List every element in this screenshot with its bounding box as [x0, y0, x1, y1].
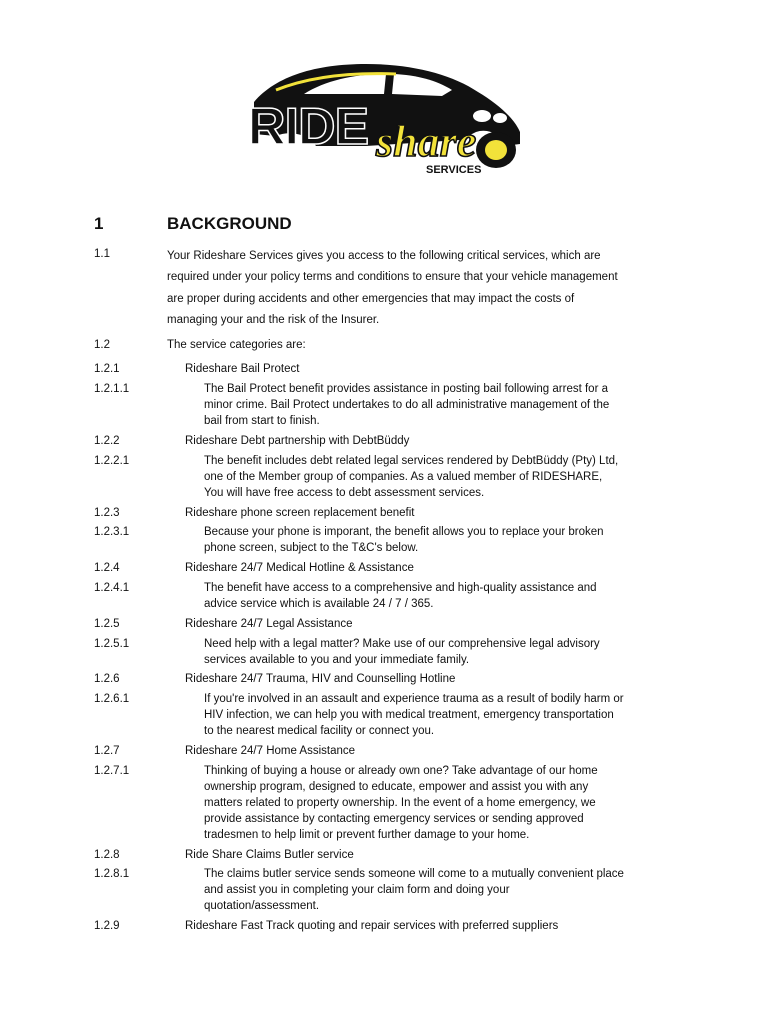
clause-body — [204, 453, 618, 501]
logo-script-text: share — [376, 117, 477, 166]
clause-number: 1.2.3.1 — [94, 526, 130, 538]
clause-line: bail from start to finish. — [204, 415, 320, 427]
paragraph-number: 1.2 — [94, 339, 110, 351]
clause-number: 1.2.3 — [94, 507, 120, 519]
clause-title: Rideshare Bail Protect — [185, 363, 300, 375]
clause-line: phone screen, subject to the T&C's below. — [204, 542, 419, 554]
heading-number: 1 — [94, 214, 104, 233]
clause-title: Rideshare 24/7 Medical Hotline & Assistance — [185, 562, 414, 574]
clause-body — [204, 524, 604, 556]
clause-line: The claims butler service sends someone will come to a mutually convenient place — [204, 868, 624, 880]
clause-line: The benefit includes debt related legal services rendered by DebtBüddy (Pty) Ltd, — [204, 455, 619, 467]
clause-line: The benefit have access to a comprehensive and high-quality assistance and — [204, 582, 597, 594]
clause-title: Rideshare 24/7 Trauma, HIV and Counselling Hotline — [185, 673, 456, 685]
clause-line: tradesmen to help limit or prevent further damage to your home. — [204, 829, 530, 841]
clause-number: 1.2.2 — [94, 435, 120, 447]
clause-number: 1.2.2.1 — [94, 455, 130, 467]
clause-line: If you're involved in an assault and experience trauma as a result of bodily harm or — [204, 693, 624, 705]
paragraph-line: required under your policy terms and conditions to ensure that your vehicle management — [167, 271, 618, 284]
clause-title: Rideshare Debt partnership with DebtBüddy — [185, 435, 410, 447]
clause-title: Rideshare Fast Track quoting and repair services with preferred suppliers — [185, 920, 559, 932]
paragraph-number: 1.1 — [94, 248, 110, 260]
paragraph-body — [167, 246, 682, 331]
clause-number: 1.2.9 — [94, 920, 120, 932]
paragraph-line: managing your and the risk of the Insurer. — [167, 313, 380, 326]
clause-number: 1.2.8 — [94, 849, 120, 861]
paragraph-line: Your Rideshare Services gives you access to the following critical services, which are — [167, 250, 601, 262]
clause-number: 1.2.6 — [94, 673, 120, 685]
clause-number: 1.2.1 — [94, 363, 120, 375]
clause-number: 1.2.6.1 — [94, 693, 130, 705]
clause-line: Because your phone is imporant, the benefit allows you to replace your broken — [204, 526, 604, 538]
logo-brand-text: RIDE — [248, 98, 369, 156]
clause-number: 1.2.4.1 — [94, 582, 130, 594]
clause-title: Rideshare 24/7 Home Assistance — [185, 745, 356, 757]
clause-title: Rideshare 24/7 Legal Assistance — [185, 618, 353, 630]
paragraph-body: The service categories are: — [167, 339, 306, 351]
clause-line: minor crime. Bail Protect undertakes to do all administrative management of the — [204, 399, 610, 411]
clause-line: Need help with a legal matter? Make use of our comprehensive legal advisory — [204, 638, 600, 650]
clause-body — [204, 866, 624, 914]
clause-line: to the nearest medical facility or connect you. — [204, 725, 435, 737]
clause-body — [204, 381, 609, 429]
clause-line: HIV infection, we can help you with medical treatment, emergency transportation — [204, 709, 614, 721]
clause-body — [204, 763, 598, 843]
clause-line: provide assistance by contacting emergency services or sending approved — [204, 813, 584, 825]
clause-line: ownership program, designed to educate, empower and assist you with any — [204, 781, 589, 793]
clause-body — [204, 580, 597, 612]
clause-line: advice service which is available 24 / 7 / 365. — [204, 598, 434, 610]
clause-body — [204, 636, 600, 668]
clause-body — [204, 691, 624, 739]
clause-number: 1.2.7 — [94, 745, 120, 757]
clause-line: and assist you in completing your claim form and doing your — [204, 884, 510, 896]
clause-number: 1.2.4 — [94, 562, 120, 574]
clause-title: Ride Share Claims Butler service — [185, 849, 354, 861]
rideshare-logo — [246, 60, 526, 180]
clause-line: Thinking of buying a house or already own one? Take advantage of our home — [204, 765, 598, 777]
clause-line: quotation/assessment. — [204, 900, 320, 912]
clause-number: 1.2.5 — [94, 618, 120, 630]
clause-line: one of the Member group of companies. As a valued member of RIDESHARE, — [204, 471, 603, 483]
logo-subtitle-text: SERVICES — [426, 164, 482, 176]
clause-number: 1.2.8.1 — [94, 868, 130, 880]
paragraph-line: are proper during accidents and other emergencies that may impact the costs of — [167, 292, 575, 305]
clause-line: You will have free access to debt assessment services. — [204, 487, 485, 499]
clause-number: 1.2.7.1 — [94, 765, 130, 777]
clause-line: The Bail Protect benefit provides assistance in posting bail following arrest for a — [204, 383, 608, 395]
clause-line: matters related to property ownership. In the event of a home emergency, we — [204, 797, 596, 809]
clause-number: 1.2.5.1 — [94, 638, 130, 650]
clause-number: 1.2.1.1 — [94, 383, 130, 395]
clause-title: Rideshare phone screen replacement benefit — [185, 507, 415, 519]
heading-title: BACKGROUND — [167, 214, 292, 233]
clause-line: services available to you and your immediate family. — [204, 654, 470, 666]
